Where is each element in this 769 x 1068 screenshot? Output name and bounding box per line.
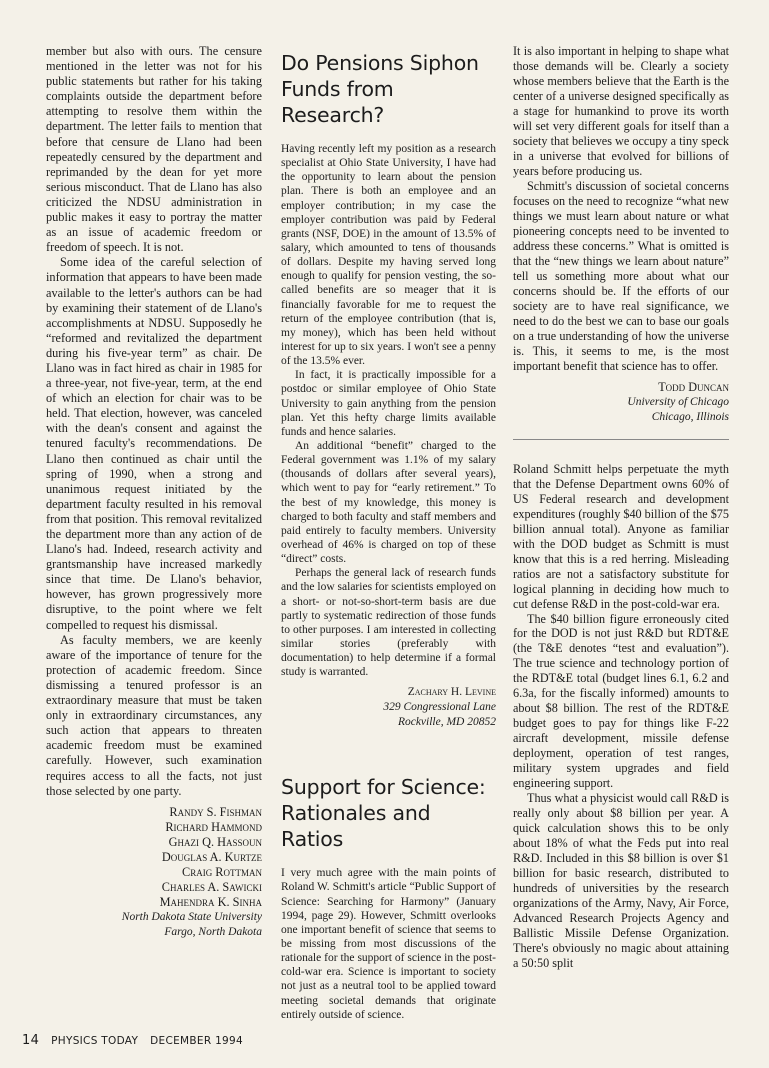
signer-name: Richard Hammond xyxy=(165,819,262,834)
letter-paragraph: The $40 billion figure erroneously cited for the DOD is not just R&D but RDT&E (the T&E denotes “test and evaluation”). The true science and technology portion of the RDT&E total (budget lines 6.1, 6.2 and 6.3a, for the fiscally informed) amounts to about $8 billion. The rest of the RDT&E budget goes to pay for things like F-22 aircraft development, missile defense deployment, operation of test ranges, military system upgrades and field engineering support. xyxy=(513,611,729,791)
signer-affiliation: Fargo, North Dakota xyxy=(164,925,262,938)
page-number: 14 xyxy=(22,1033,40,1048)
letter-paragraph: As faculty members, we are keenly aware of the importance of tenure for the protection of academic freedom. Since dismissing a tenured professor is an extraordinary measure that must be taken only in extraordinary circumstances, any such action that appears to threaten academic freedom must be examined carefully. However, such examination requires access to all the facts, not just those selected by one party. xyxy=(46,632,262,798)
signer-name: Randy S. Fishman xyxy=(169,804,262,819)
letter-paragraph: It is also important in helping to shape what those demands will be. Clearly a society whose members believe that the Earth is the center of a universe designed specifically as a stage for humankind to prove its worth will set very different goals for itself than a society that believes we occupy a tiny speck in a universe that evolved for billions of years before producing us. xyxy=(513,44,729,178)
letter-paragraph: Perhaps the general lack of research funds and the low salaries for scientists employed on a short- or not-so-short-term basis are due partly to systematic redirection of those funds to other purposes. I am interested in collecting similar stories (preferably with documentation) to help determine if a formal study is warranted. xyxy=(281,567,496,679)
magazine-name: PHYSICS TODAY xyxy=(51,1035,139,1047)
letter-paragraph: Some idea of the careful selection of information that appears to have been made available to the letter's authors can be had by examining their statement of de Llano's accomplishments at NDSU. Supposedly he “reformed and revitalized the department during his five-year term” as chair. De Llano was in fact hired as chair in 1985 for a three-year, not five-year, term, at the end of which an election for chair was to be held. That election, however, was canceled with the dean's consent and against the tenured faculty's recommendations. De Llano then continued as chair until the spring of 1990, when a strong and unanimous request initiated by the department faculty resulted in his removal from that position. This removal revitalized the department more than any action of de Llano's had. Indeed, research activity and grantsmanship have increased markedly since that time. De Llano's behavior, however, has grown progressively more disruptive, to the point where we felt compelled to request his dismissal. xyxy=(46,255,262,632)
signer-affiliation: North Dakota State University xyxy=(121,910,262,923)
signer-name: Douglas A. Kurtze xyxy=(161,849,262,864)
letter-headline: Support for Science: Rationales and Ratios xyxy=(281,775,486,852)
letter-paragraph: I very much agree with the main points of Roland W. Schmitt's article “Public Support of Science: Searching for Harmony” (January 1994, page 29). However, Schmitt overlooks one important benefit of science that seems to be missing from most discussions of the rationale for the support of science in the post-cold-war era. Science is important to society not just as a neutral tool to be applied toward meeting societal demands that originate entirely outside of science. xyxy=(281,867,496,1021)
signature-block xyxy=(513,380,729,425)
signer-affiliation: University of Chicago xyxy=(627,395,729,408)
letter-paragraph: Roland Schmitt helps perpetuate the myth that the Defense Department owns 60% of US Federal research and development expenditures (roughly $40 billion of the $75 billion annual total). Anyone as familiar with the DOD budget as Schmitt is must know that this is a red herring. Misleading ratios are not a satisfactory substitute for logical planning in deciding how much to cut defense R&D in the post-cold-war era. xyxy=(513,461,729,611)
signature-block xyxy=(46,805,262,940)
letter-paragraph: In fact, it is practically impossible for a postdoc or similar employee of Ohio State University to gain anything from the pension plan. Yet this hefty charge limits available funds and hence salaries. xyxy=(281,369,496,438)
issue-date: DECEMBER 1994 xyxy=(150,1035,243,1047)
letter-paragraph: member but also with ours. The censure mentioned in the letter was not for his public statements but rather for his taking complaints outside the department before attempting to resolve them within the department. The letter fails to mention that before that censure de Llano had been repeatedly censured by the department and reprimanded by the dean for yet more serious misconduct. That de Llano has also criticized the NDSU administration in public makes it easy to portray the matter as an issue of academic freedom or freedom of speech. It is not. xyxy=(46,44,262,255)
signer-affiliation: Rockville, MD 20852 xyxy=(397,716,496,729)
letter-divider xyxy=(513,439,729,456)
page-footer xyxy=(22,1033,243,1048)
column-2 xyxy=(281,50,496,1022)
column-3 xyxy=(513,44,729,971)
signer-name: Craig Rottman xyxy=(182,864,262,879)
letter-paragraph: Schmitt's discussion of societal concerns focuses on the need to recognize “what new things we must learn about nature or what pioneering concepts need to be invented to address these concerns.” What is omitted is that the “new things we learn about nature” tell us something more about what our concerns should be. If the efforts of our society are to have real significance, we need to do the best we can to base our goals on a true understanding of how the universe is. This, it seems to me, is the most important benefit that science has to offer. xyxy=(513,178,729,373)
signer-name: Zachary H. Levine xyxy=(407,686,496,699)
column-1 xyxy=(46,44,262,940)
letter-paragraph: Having recently left my position as a research specialist at Ohio State University, I have had the opportunity to learn about the pension plan. There is both an employee and an employer contribution; in my case the employer contribution was paid by Federal grants (NSF, DOE) in the amount of 13.5% of salary, which amounted to tens of thousands of dollars. Despite my having served long enough to qualify for pension vesting, the so-called benefits are so meager that it is financially favorable for me to request the return of the employee contribution (that is, my money), which has been held without interest for up to six years. I won't see a penny of the 13.5% ever. xyxy=(281,143,496,368)
signer-affiliation: Chicago, Illinois xyxy=(651,410,729,423)
letter-paragraph: An additional “benefit” charged to the Federal government was 1.1% of my salary (thousands of dollars after several years), which went to pay for “early retirement.” To the best of my knowledge, this money is charged to both faculty and staff members and paid entirely to faculty members. University overhead of 46% is charged on top of these “direct” costs. xyxy=(281,439,496,566)
letter-headline: Do Pensions Siphon Funds from Research? xyxy=(281,51,479,127)
signer-name: Todd Duncan xyxy=(658,379,729,394)
letter-paragraph: Thus what a physicist would call R&D is really only about $8 billion per year. A quick calculation shows this to be only about 18% of what the Feds put into real R&D. Included in this $8 billion is over $1 billion for basic research, distributed to hundreds of universities by the research organizations of the Army, Navy, Air Force, Advanced Research Projects Agency and Ballistic Missile Defense Organization. There's obviously no magic about attaining a 50:50 split xyxy=(513,791,729,971)
signer-name: Ghazi Q. Hassoun xyxy=(168,834,262,849)
signer-name: Charles A. Sawicki xyxy=(161,879,262,894)
signer-affiliation: 329 Congressional Lane xyxy=(383,701,496,714)
signature-block xyxy=(281,685,496,730)
signer-name: Mahendra K. Sinha xyxy=(159,894,262,909)
